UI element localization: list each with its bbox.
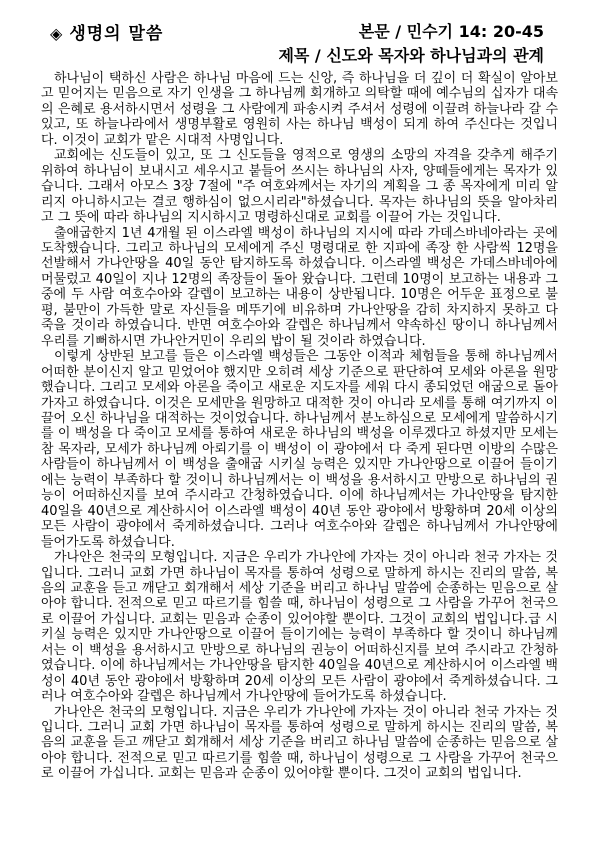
paragraph: 가나안은 천국의 모형입니다. 지금은 우리가 가나안에 가자는 것이 아니라 천국 가자는 것입니다. 그러니 교회 가면 하나님이 목자를 통하여 성령으로 말하게 하시는 진리의 말씀, 복음의 교훈을 듣고 깨닫고 회개해서 세상 기준을 버리고 하나님 말씀에 순종하는 믿음으로 살아야 합니다. 전적으로 믿고 따르기를 힘쓸 때, 하나님이 성령으로 그 사람을 가꾸어 천국으로 이끌어 가십니다. 교회는 믿음과 순종이 있어야할 뿐이다. 그것이 교회의 법입니다.급 시키실 능력은 있지만 가나안땅으로 이끌어 들이기에는 능력이 부족하다 할 것이니 하나님께서는 이 백성을 용서하시고 만방으로 하나님의 권능이 어떠하신지를 보여 주시라고 간청하였습니다. 이에 하나님께서는 가나안땅을 탐지한 40일을 40년으로 계산하시어 이스라엘 백성이 40년 동안 광야에서 방황하며 20세 이상의 모든 사람이 광야에서 죽게하셨습니다. 그러나 여호수아와 갈렙은 하나님께서 가나안땅에 들어가도록 하셨습니다. [41, 550, 558, 705]
paragraph: 가나안은 천국의 모형입니다. 지금은 우리가 가나안에 가자는 것이 아니라 천국 가자는 것입니다. 그러니 교회 가면 하나님이 목자를 통하여 성령으로 말하게 하시는 진리의 말씀, 복음의 교훈을 듣고 깨닫고 회개해서 세상 기준을 버리고 하나님 말씀에 순종하는 믿음으로 살아야 합니다. 전적으로 믿고 따르기를 힘쓸 때, 하나님이 성령으로 그 사람을 가꾸어 천국으로 이끌어 가십니다. 교회는 믿음과 순종이 있어야할 뿐이다. 그것이 교회의 법입니다. [41, 704, 558, 782]
scripture-reference: 본문 / 민수기 14: 20-45 [358, 22, 544, 41]
paragraph: 이렇게 상반된 보고를 들은 이스라엘 백성들은 그동안 이적과 체험들을 통해 하나님께서 어떠한 분이신지 알고 믿었어야 했지만 오히려 세상 기준으로 판단하여 모세와 아론을 원망했습니다. 그리고 모세와 아론을 죽이고 새로운 지도자를 세워 다시 종되었던 애굽으로 돌아가자고 하였습니다. 이것은 모세만을 원망하고 대적한 것이 아니라 모세를 통해 여기까지 이끌어 오신 하나님을 대적하는 것이었습니다. 하나님께서 분노하심으로 모세에게 말씀하시기를 이 백성을 다 죽이고 모세를 통하여 새로운 하나님의 백성을 이루겠다고 하셨지만 모세는 참 목자라, 모세가 하나님께 아뢰기를 이 백성이 이 광야에서 다 죽게 된다면 이방의 수많은 사람들이 하나님께서 이 백성을 출애굽 시키실 능력은 있지만 가나안땅으로 이끌어 들이기에는 능력이 부족하다 할 것이니 하나님께서는 이 백성을 용서하시고 만방으로 하나님의 권능이 어떠하신지를 보여 주시라고 간청하였습니다. 이에 하나님께서는 가나안땅을 탐지한 40일을 40년으로 계산하시어 이스라엘 백성이 40년 동안 광야에서 방황하며 20세 이상의 모든 사람이 광야에서 죽게하셨습니다. 그러나 여호수아와 갈렙은 하나님께서 가나안땅에 들어가도록 하셨습니다. [41, 349, 559, 550]
sermon-body [41, 71, 558, 782]
paragraph: 교회에는 신도들이 있고, 또 그 신도들을 영적으로 영생의 소망의 자격을 갖추게 해주기 위하여 하나님이 보내시고 세우시고 붙들어 쓰시는 하나님의 사자, 양떼들에게는 목자가 있습니다. 그래서 아모스 3장 7절에 "주 여호와께서는 자기의 계획을 그 종 목자에게 미리 알리지 아니하시고는 결코 행하심이 없으시리라"하셨습니다. 목자는 하나님의 뜻을 알아차리고 그 뜻에 따라 하나님의 지시하시고 명령하신대로 교회를 이끌어 가는 것입니다. [41, 148, 558, 226]
section-title: 생명의 말씀 [69, 24, 164, 44]
sermon-subject: 제목 / 신도와 목자와 하나님과의 관계 [278, 46, 544, 65]
diamond-icon: ◈ [50, 24, 64, 43]
section-heading [50, 19, 163, 44]
paragraph: 하나님이 택하신 사람은 하나님 마음에 드는 신앙, 즉 하나님을 더 깊이 더 확실이 알아보고 믿어지는 믿음으로 자기 인생을 그 하나님께 회개하고 의탁할 때에 예수님의 십자가 대속의 은혜로 용서하시면서 성령을 그 사람에게 파송시켜 주셔서 성령에 이끌려 하늘나라 갈 수 있고, 또 하늘나라에서 생명부활로 영원히 사는 하나님 백성이 되게 하여 주신다는 것입니다. 이것이 교회가 맡은 시대적 사명입니다. [41, 71, 558, 148]
paragraph: 출애굽한지 1년 4개월 된 이스라엘 백성이 하나님의 지시에 따라 가데스바네아라는 곳에 도착했습니다. 그리고 하나님의 모세에게 주신 명령대로 한 지파에 족장 한 사람씩 12명을 선발해서 가나안땅을 40일 동안 탐지하도록 하셨습니다. 이스라엘 백성은 가데스바네아에 머물렀고 40일이 지나 12명의 족장들이 돌아 왔습니다. 그런데 10명이 보고하는 내용과 그중에 두 사람 여호수아와 갈렙이 보고하는 내용이 상반됩니다. 10명은 어두운 표정으로 불평, 불만이 가득한 말로 자신들을 메뚜기에 비유하며 가나안땅을 감히 차지하지 못하고 다 죽을 것이라 하였습니다. 반면 여호수아와 갈렙은 하나님께서 약속하신 땅이니 하나님께서 우리를 기뻐하시면 가나안거민이 우리의 밥이 될 것이라 하였습니다. [41, 225, 558, 349]
